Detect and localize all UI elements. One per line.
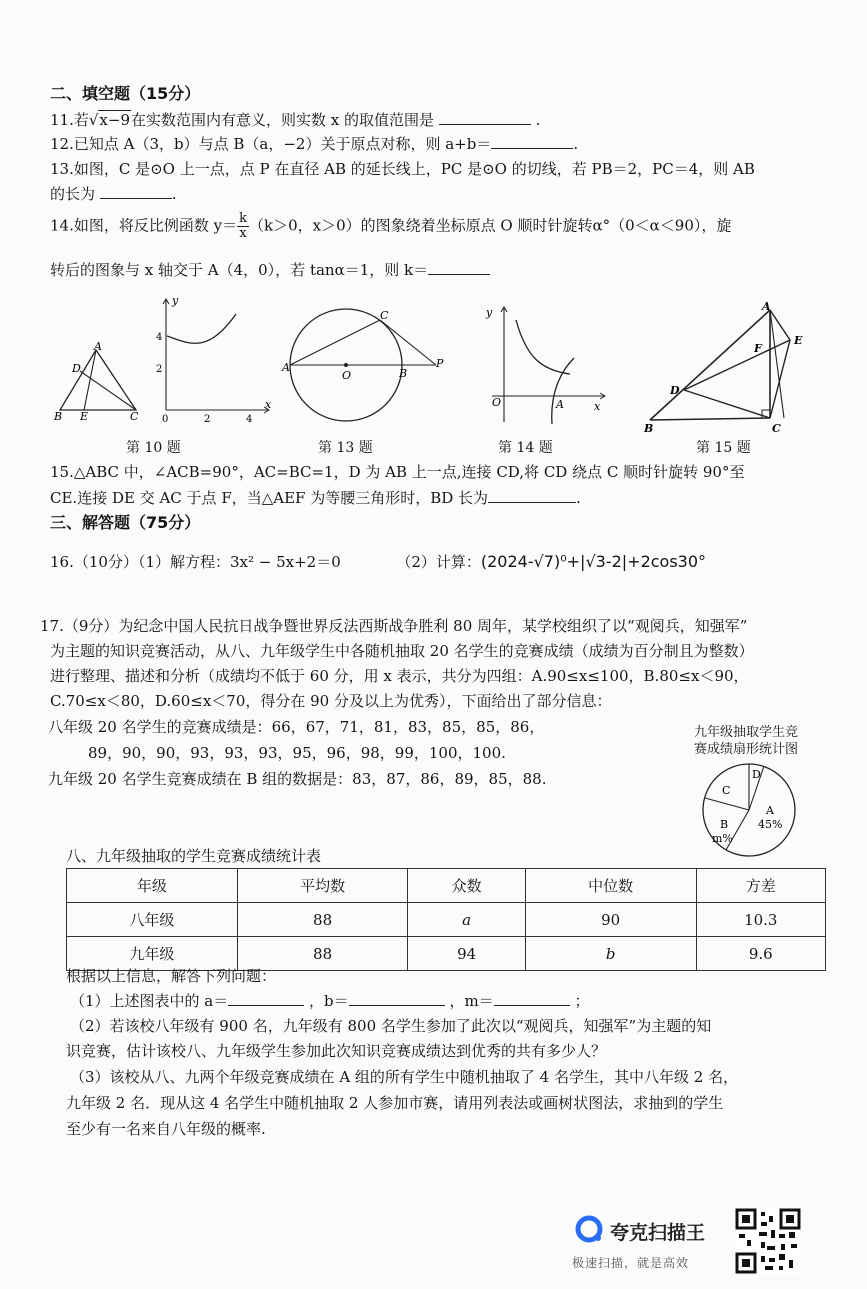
table-title: 八、九年级抽取的学生竞赛成绩统计表 <box>66 847 322 865</box>
graph-x-label: x <box>265 398 272 411</box>
figure-function-graph <box>150 292 275 427</box>
figure-13-circle <box>280 305 450 435</box>
grade9-b-scores: 九年级 20 名学生竞赛成绩在 B 组的数据是：83，87，86，89，85，88. <box>48 770 547 788</box>
table-header: 中位数 <box>525 869 696 903</box>
pie-pct-a: 45% <box>758 818 783 831</box>
sub1-b: ，b＝ <box>309 992 349 1010</box>
table-header: 众数 <box>408 869 525 903</box>
fig13-label-a: A <box>282 361 290 374</box>
caption-q15: 第 15 题 <box>696 440 751 456</box>
q17-sub3-line1: （3）该校从八、九两个年级竞赛成绩在 A 组的所有学生中随机抽取了 4 名学生，其中八年级 2 名， <box>70 1068 739 1086</box>
graph-tick-y4: 4 <box>156 332 163 343</box>
question-12 <box>50 134 578 154</box>
answer-blank[interactable] <box>428 260 490 275</box>
table-header-row <box>67 869 826 903</box>
table-cell: b <box>525 937 696 971</box>
answer-blank-m[interactable] <box>494 991 570 1006</box>
q16-expression: (2024-√7)⁰+|√3-2|+2cos30° <box>480 552 707 571</box>
question-13-line1: 13.如图，C 是⊙O 上一点，点 P 在直径 AB 的延长线上，PC 是⊙O 的切线，若 PB＝2，PC＝4，则 AB <box>50 160 755 178</box>
fig15-label-c: C <box>772 422 781 435</box>
fig15-label-b: B <box>644 422 654 435</box>
table-cell: 88 <box>237 903 408 937</box>
fig15-label-a: A <box>762 300 771 313</box>
grade8-scores-line1: 八年级 20 名学生的竞赛成绩是：66，67，71，81，83，85，85，86， <box>48 718 545 736</box>
figure-15-triangle <box>642 298 822 438</box>
fraction-k-over-x: $\frac{k}{x}$ <box>239 211 247 241</box>
question-15-line1: 15.△ABC 中，∠ACB=90°，AC=BC=1，D 为 AB 上一点,连接 CD,将 CD 绕点 C 顺时针旋转 90°至 <box>50 463 745 481</box>
qr-code-icon[interactable] <box>735 1208 801 1274</box>
pie-chart <box>694 758 804 863</box>
q16-part1: 16.（10分）（1）解方程：3x² − 5x+2＝0 <box>50 553 341 571</box>
section-title: 二、填空题（15分） <box>50 84 201 103</box>
q17-sub2-line2: 识竞赛，估计该校八、九年级学生参加此次知识竞赛成绩达到优秀的共有多少人？ <box>66 1042 607 1060</box>
section-title: 三、解答题（75分） <box>50 513 201 532</box>
question-14-line1 <box>50 212 731 241</box>
q17-line: 为主题的知识竞赛活动，从八、九年级学生中各随机抽取 20 名学生的竞赛成绩（成绩为百分制且为整数） <box>50 642 754 660</box>
q15-line2: CE.连接 DE 交 AC 于点 F，当△AEF 为等腰三角形时，BD 长为 <box>50 489 489 507</box>
table-cell: 9.6 <box>696 937 825 971</box>
fig15-label-d: D <box>670 384 680 397</box>
table-cell: 九年级 <box>67 937 238 971</box>
pie-title-line2: 赛成绩扇形统计图 <box>694 742 799 757</box>
pie-label-a: A <box>766 804 774 817</box>
sqrt-symbol: √ <box>88 111 99 129</box>
pie-pct-b: m% <box>712 832 733 845</box>
table-header: 平均数 <box>237 869 408 903</box>
question-11 <box>50 110 540 130</box>
fig14-label-a: A <box>556 398 564 411</box>
q15-end: . <box>576 489 581 507</box>
fig15-label-e: E <box>794 334 803 347</box>
table-cell: 10.3 <box>696 903 825 937</box>
graph-tick-y2: 2 <box>156 364 163 375</box>
fig14-label-y: y <box>486 306 493 319</box>
table-header: 年级 <box>67 869 238 903</box>
q13-line2-pre: 的长为 <box>50 185 96 203</box>
q17-line: C.70≤x＜80，D.60≤x＜70，得分在 90 分及以上为优秀），下面给出了部分信息： <box>50 692 612 710</box>
q11-radicand: x−9 <box>99 111 130 129</box>
q14-line2: 转后的图象与 x 轴交于 A（4，0），若 tanα＝1，则 k＝ <box>50 261 429 279</box>
q14-post: （k＞0，x＞0）的图象绕着坐标原点 O 顺时针旋转α°（0＜α＜90），旋 <box>249 216 732 235</box>
fig10-label-a: A <box>94 340 102 353</box>
answer-blank[interactable] <box>491 134 573 149</box>
pie-label-b: B <box>720 818 729 831</box>
brand-name: 夸克扫描王 <box>610 1222 706 1244</box>
brand-slogan: 极速扫描，就是高效 <box>572 1256 690 1270</box>
sub1-end: ； <box>574 992 590 1010</box>
q17-line: 17.（9分）为纪念中国人民抗日战争暨世界反法西斯战争胜利 80 周年，某学校组织了以“观阅兵，知强军” <box>40 617 748 635</box>
q17-prompt: 根据以上信息，解答下列问题： <box>66 967 277 985</box>
question-13-line2 <box>50 184 177 204</box>
q13-end: . <box>171 185 177 203</box>
q17-sub3-line2: 九年级 2 名．现从这 4 名学生中随机抽取 2 人参加市赛，请用列表法或画树状图法，求抽到的学生 <box>66 1094 724 1112</box>
grade8-scores-line2: 89，90，90，93，93，93，95，96，98，99，100，100. <box>88 744 506 762</box>
fig10-label-c: C <box>130 410 139 423</box>
fig13-label-c: C <box>380 309 389 322</box>
table-cell: 八年级 <box>67 903 238 937</box>
table-cell: 94 <box>408 937 525 971</box>
question-15-line2 <box>50 488 581 508</box>
table-cell: a <box>408 903 525 937</box>
fig10-label-d: D <box>72 362 81 375</box>
question-16 <box>50 552 706 572</box>
answer-blank-b[interactable] <box>349 991 445 1006</box>
fig15-label-f: F <box>754 342 762 355</box>
graph-y-label: y <box>172 294 179 307</box>
sub1-pre: （1）上述图表中的 a＝ <box>70 992 229 1010</box>
sub1-m: ，m＝ <box>449 992 494 1010</box>
table-cell: 88 <box>237 937 408 971</box>
q11-end: . <box>535 111 541 129</box>
caption-q13: 第 13 题 <box>318 440 373 456</box>
table-row <box>67 903 826 937</box>
caption-q14: 第 14 题 <box>498 440 553 456</box>
q17-sub1 <box>70 991 589 1011</box>
answer-blank-a[interactable] <box>228 991 304 1006</box>
graph-tick-x2: 2 <box>204 414 211 425</box>
fig10-label-e: E <box>80 410 89 423</box>
q12-end: . <box>573 135 579 153</box>
answer-blank[interactable] <box>100 184 172 199</box>
fig10-label-b: B <box>54 410 63 423</box>
q11-post: 在实数范围内有意义，则实数 x 的取值范围是 <box>131 111 434 129</box>
q17-line: 进行整理、描述和分析（成绩均不低于 60 分，用 x 表示，共分为四组：A.90≤x≤100，B.80≤x＜90， <box>50 667 749 685</box>
fig14-label-o: O <box>492 396 502 409</box>
answer-blank[interactable] <box>439 110 531 125</box>
fig13-label-p: P <box>436 357 444 370</box>
q16-part2-label: （2）计算： <box>396 553 481 571</box>
caption-q10: 第 10 题 <box>126 440 181 456</box>
q11-pre: 11.若 <box>50 111 89 129</box>
q12-text: 12.已知点 A（3，b）与点 B（a，−2）关于原点对称，则 a+b＝ <box>50 135 492 153</box>
statistics-table <box>66 868 826 971</box>
figure-10-triangle <box>48 338 148 423</box>
table-cell: 90 <box>525 903 696 937</box>
fig14-label-x: x <box>594 400 601 413</box>
pie-label-d: D <box>752 768 761 781</box>
q14-pre: 14.如图，将反比例函数 y＝ <box>50 216 238 235</box>
graph-tick-x0: 0 <box>162 414 169 425</box>
pie-title-line1: 九年级抽取学生竞 <box>694 725 799 740</box>
question-14-line2 <box>50 260 490 280</box>
q17-sub3-line3: 至少有一名来自八年级的概率. <box>66 1120 266 1138</box>
q17-sub2-line1: （2）若该校八年级有 900 名，九年级有 800 名学生参加了此次以“观阅兵，知强军”为主题的知 <box>70 1017 712 1035</box>
scanner-logo-icon <box>574 1214 604 1244</box>
table-header: 方差 <box>696 869 825 903</box>
graph-tick-x4: 4 <box>246 414 253 425</box>
answer-blank[interactable] <box>488 488 576 503</box>
figure-14-hyperbola <box>482 300 612 430</box>
fig13-label-b: B <box>399 367 408 380</box>
fig13-label-o: O <box>342 369 352 382</box>
pie-label-c: C <box>722 784 731 797</box>
